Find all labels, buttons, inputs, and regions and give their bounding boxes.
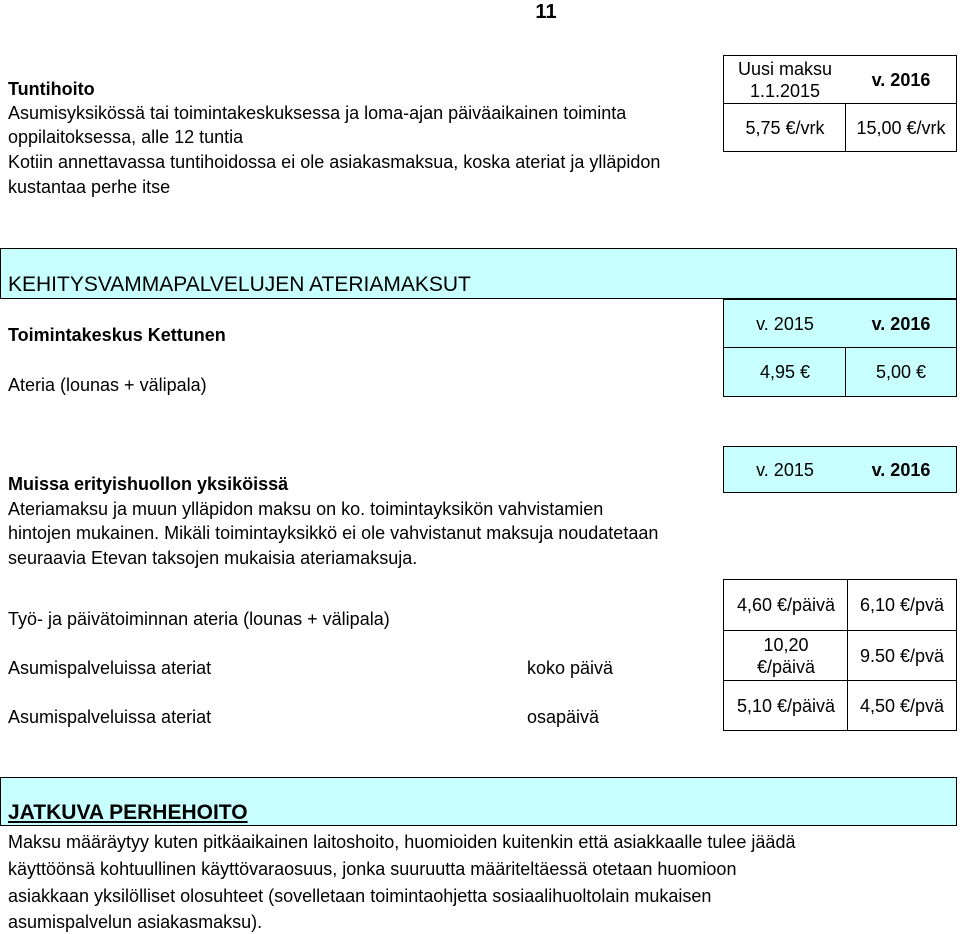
meal-row-qualifier: koko päivä bbox=[527, 658, 614, 678]
tuntihoito-col2-value: 15,00 €/vrk bbox=[845, 103, 956, 151]
meal-row-qualifier: osapäivä bbox=[527, 707, 600, 727]
meal-row-label: Asumispalveluissa ateriat bbox=[8, 707, 212, 727]
meal-price-2015-line2: €/päivä bbox=[756, 656, 816, 677]
erityishuolto-price-table bbox=[723, 579, 957, 731]
erityishuolto-line-1: Ateriamaksu ja muun ylläpidon maksu on ko. toimintayksikön vahvistamien bbox=[8, 499, 604, 519]
kehitysvamma-heading: KEHITYSVAMMAPALVELUJEN ATERIAMAKSUT bbox=[8, 273, 471, 296]
tuntihoito-col1-header bbox=[724, 56, 846, 103]
meal-price-2016: 4,50 €/pvä bbox=[847, 680, 956, 730]
meal-price-2016: 6,10 €/pvä bbox=[847, 580, 956, 630]
erityishuolto-col1-header: v. 2015 bbox=[756, 459, 814, 480]
kehitysvamma-meal-label: Ateria (lounas + välipala) bbox=[8, 375, 207, 395]
tuntihoito-price-table bbox=[723, 55, 957, 152]
meal-price-2015: 5,10 €/päivä bbox=[724, 680, 848, 730]
tuntihoito-col1-value: 5,75 €/vrk bbox=[724, 103, 846, 151]
meal-row-label: Asumispalveluissa ateriat bbox=[8, 658, 212, 678]
tuntihoito-line-4: kustantaa perhe itse bbox=[8, 177, 171, 197]
kehitysvamma-col1-header: v. 2015 bbox=[756, 313, 814, 334]
perhehoito-heading-box bbox=[0, 777, 957, 826]
kehitysvamma-price-table bbox=[723, 299, 957, 397]
kehitysvamma-heading-box bbox=[0, 248, 957, 299]
perhehoito-heading: JATKUVA PERHEHOITO bbox=[8, 801, 248, 824]
meal-price-2015-line1: 10,20 bbox=[763, 634, 809, 655]
tuntihoito-line-1: Asumisyksikössä tai toimintakeskuksessa ja loma-ajan päiväaikainen toiminta bbox=[8, 103, 627, 123]
kehitysvamma-col1-value: 4,95 € bbox=[724, 347, 846, 396]
tuntihoito-col2-header: v. 2016 bbox=[871, 69, 931, 90]
kehitysvamma-col2-header: v. 2016 bbox=[871, 313, 931, 334]
erityishuolto-title: Muissa erityishuollon yksiköissä bbox=[8, 474, 289, 494]
perhehoito-line-3: asiakkaan yksilölliset olosuhteet (sovelletaan toimintaohjetta sosiaalihuoltolain mukaisen bbox=[8, 886, 712, 906]
perhehoito-line-1: Maksu määräytyy kuten pitkäaikainen laitoshoito, huomioiden kuitenkin että asiakkaalle tulee jäädä bbox=[8, 832, 796, 852]
meal-price-2016: 9.50 €/pvä bbox=[847, 630, 956, 680]
erityishuolto-line-3: seuraavia Etevan taksojen mukaisia ateriamaksuja. bbox=[8, 548, 418, 568]
kehitysvamma-subtitle: Toimintakeskus Kettunen bbox=[8, 325, 226, 345]
meal-price-2015: 4,60 €/päivä bbox=[736, 595, 836, 615]
tuntihoito-col1-header-line2: 1.1.2015 bbox=[749, 80, 821, 101]
erityishuolto-year-header bbox=[723, 446, 957, 493]
meal-price-2015 bbox=[724, 630, 848, 680]
perhehoito-line-4: asumispalvelun asiakasmaksu). bbox=[8, 912, 263, 932]
tuntihoito-line-3: Kotiin annettavassa tuntihoidossa ei ole asiakasmaksua, koska ateriat ja ylläpidon bbox=[8, 152, 661, 172]
perhehoito-line-2: käyttöönsä kohtuullinen käyttövaraosuus, jonka suuruutta määriteltäessä otetaan huomioon bbox=[8, 859, 737, 879]
erityishuolto-line-2: hintojen mukainen. Mikäli toimintayksikkö ei ole vahvistanut maksuja noudatetaan bbox=[8, 523, 659, 543]
tuntihoito-col1-header-line1: Uusi maksu bbox=[737, 58, 833, 79]
erityishuolto-col2-header: v. 2016 bbox=[871, 459, 931, 480]
meal-row-label: Työ- ja päivätoiminnan ateria (lounas + välipala) bbox=[8, 609, 390, 629]
kehitysvamma-col2-value: 5,00 € bbox=[845, 347, 956, 396]
tuntihoito-title: Tuntihoito bbox=[8, 79, 95, 99]
page-number: 11 bbox=[535, 1, 557, 23]
tuntihoito-line-2: oppilaitoksessa, alle 12 tuntia bbox=[8, 127, 244, 147]
